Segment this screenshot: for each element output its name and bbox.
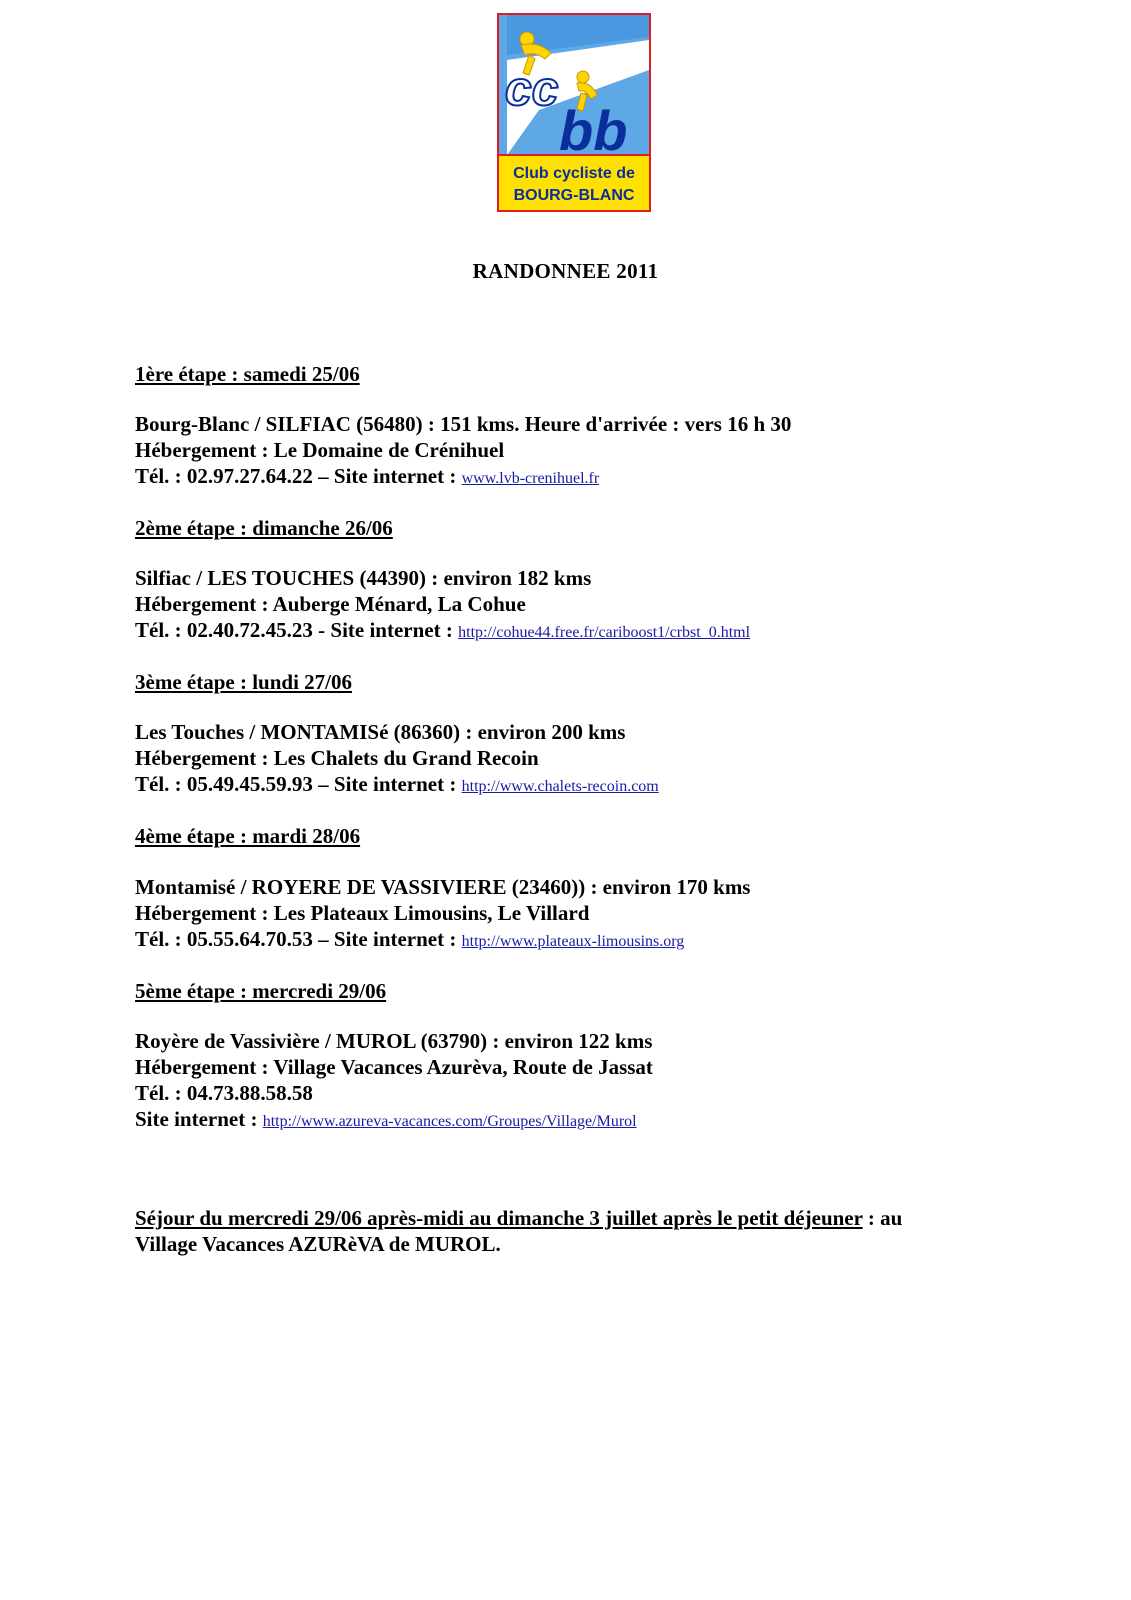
stage-5-site-label: Site internet :: [135, 1107, 258, 1131]
stage-4-heading: 4ème étape : mardi 28/06: [135, 824, 361, 848]
logo-line2: BOURG-BLANC: [513, 187, 635, 204]
stage-1-link[interactable]: www.lvb-crenihuel.fr: [461, 470, 600, 487]
stage-5-contact: [135, 1107, 637, 1132]
stage-1-lodging: Hébergement : Le Domaine de Crénihuel: [135, 438, 505, 462]
stage-3-link[interactable]: http://www.chalets-recoin.com: [461, 778, 659, 795]
stage-5-route: Royère de Vassivière / MUROL (63790) : environ 122 kms: [135, 1029, 653, 1053]
stage-2-heading: 2ème étape : dimanche 26/06: [135, 516, 393, 540]
page-title: RANDONNEE 2011: [472, 259, 659, 283]
stage-4-lodging: Hébergement : Les Plateaux Limousins, Le Villard: [135, 901, 590, 925]
stage-3-lodging: Hébergement : Les Chalets du Grand Recoin: [135, 746, 539, 770]
stage-1-tel: Tél. : 02.97.27.64.22 – Site internet :: [135, 464, 457, 488]
sejour-tail: : au: [862, 1206, 903, 1230]
stage-2-lodging: Hébergement : Auberge Ménard, La Cohue: [135, 592, 526, 616]
sejour-dates: Séjour du mercredi 29/06 après-midi au dimanche 3 juillet après le petit déjeuner: [135, 1206, 863, 1230]
stage-2-link[interactable]: http://cohue44.free.fr/cariboost1/crbst_0.html: [458, 624, 751, 641]
logo-line1: Club cycliste de: [513, 165, 635, 182]
stage-5-heading: 5ème étape : mercredi 29/06: [135, 979, 387, 1003]
stage-3-route: Les Touches / MONTAMISé (86360) : environ 200 kms: [135, 720, 626, 744]
stage-2-contact: [135, 618, 750, 643]
stage-5-lodging: Hébergement : Village Vacances Azurèva, Route de Jassat: [135, 1055, 653, 1079]
logo-bb: bb: [559, 99, 628, 162]
logo-cc: cc: [505, 63, 559, 116]
stage-5-link[interactable]: http://www.azureva-vacances.com/Groupes/Village/Murol: [262, 1113, 637, 1130]
stage-4-tel: Tél. : 05.55.64.70.53 – Site internet :: [135, 927, 457, 951]
stage-1-route: Bourg-Blanc / SILFIAC (56480) : 151 kms. Heure d'arrivée : vers 16 h 30: [135, 412, 792, 436]
sejour-line2: Village Vacances AZURèVA de MUROL.: [135, 1232, 501, 1256]
stage-1-heading: 1ère étape : samedi 25/06: [135, 362, 360, 386]
stage-3-contact: [135, 772, 659, 797]
stage-5-tel: Tél. : 04.73.88.58.58: [135, 1081, 313, 1105]
club-logo: [497, 13, 651, 212]
sejour-line1: [135, 1205, 902, 1231]
logo-caption: [499, 163, 649, 207]
stage-1-contact: [135, 464, 599, 489]
stage-4-contact: [135, 927, 684, 952]
stage-3-heading: 3ème étape : lundi 27/06: [135, 670, 352, 694]
stage-2-route: Silfiac / LES TOUCHES (44390) : environ 182 kms: [135, 566, 592, 590]
stage-2-tel: Tél. : 02.40.72.45.23 - Site internet :: [135, 618, 453, 642]
sejour-paragraph: [135, 1205, 902, 1257]
stage-4-route: Montamisé / ROYERE DE VASSIVIERE (23460)) : environ 170 kms: [135, 875, 751, 899]
stage-3-tel: Tél. : 05.49.45.59.93 – Site internet :: [135, 772, 457, 796]
stage-4-link[interactable]: http://www.plateaux-limousins.org: [461, 933, 685, 950]
